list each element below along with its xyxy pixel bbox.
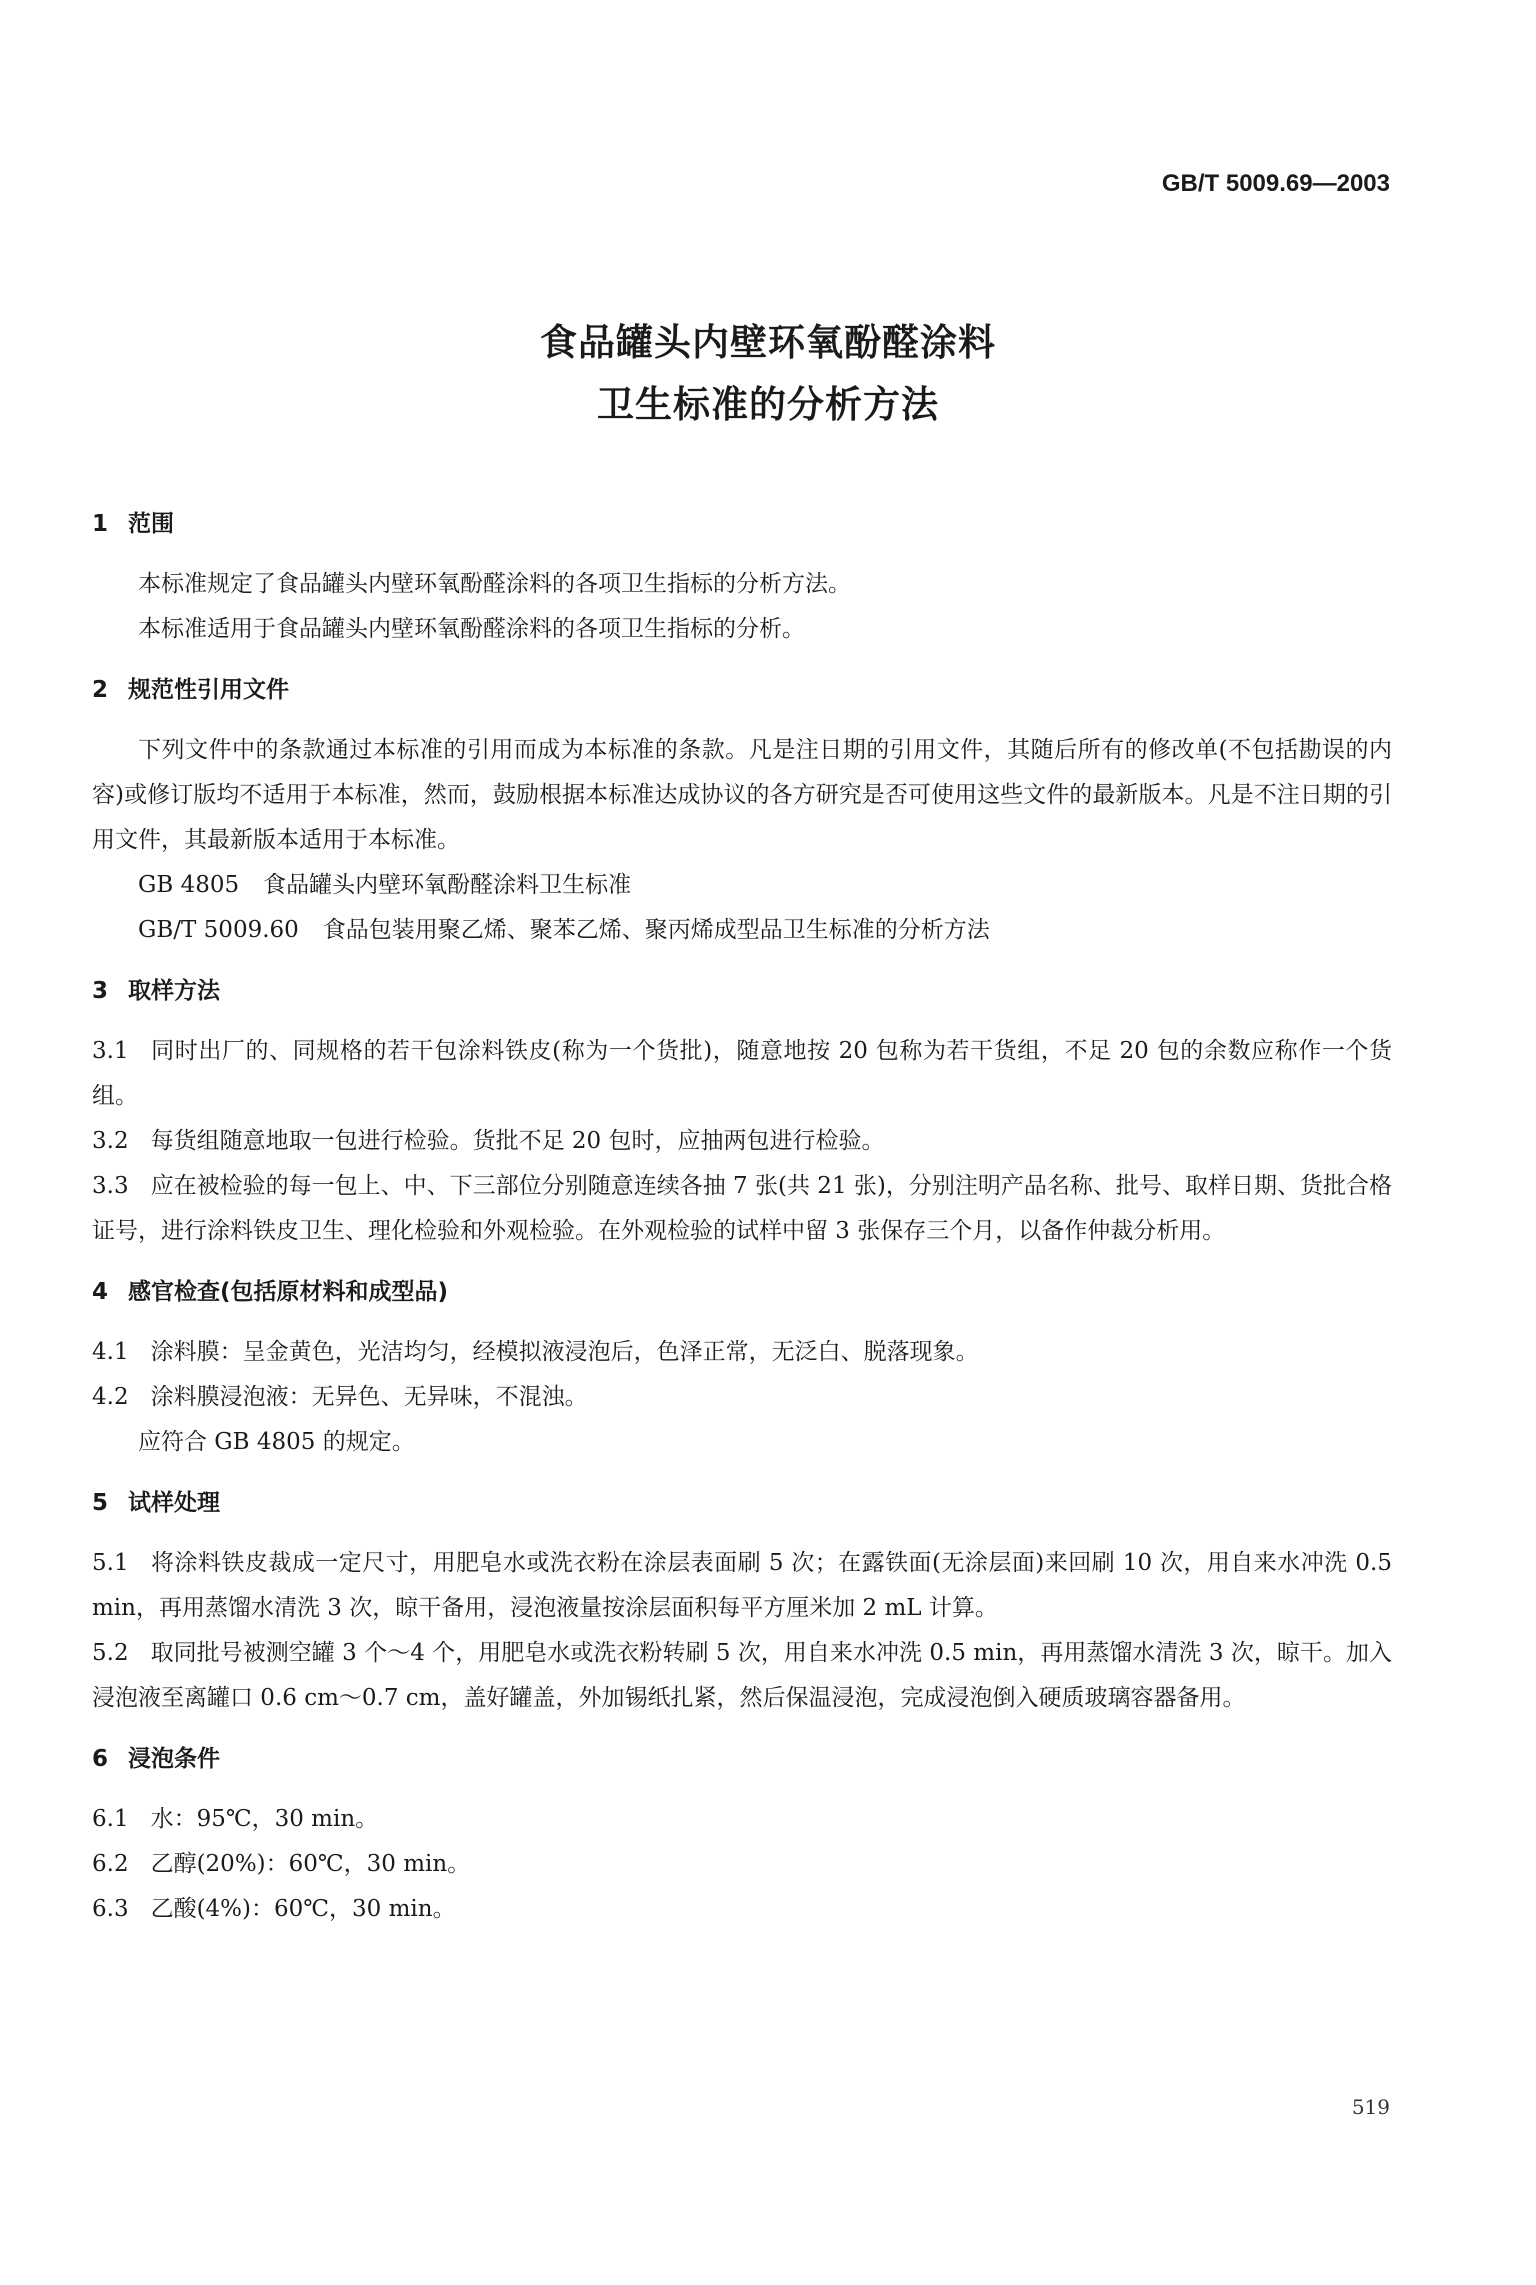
clause-number: 5.2 <box>92 1640 129 1666</box>
clause-number: 4.1 <box>92 1339 129 1365</box>
clause-number: 3.3 <box>92 1173 129 1199</box>
standard-code: GB/T 5009.69—2003 <box>1161 170 1390 197</box>
clause-number: 4.2 <box>92 1384 129 1410</box>
section-normative-references <box>92 672 1392 953</box>
clause-text: 同时出厂的、同规格的若干包涂料铁皮(称为一个货批)，随意地按 20 包称为若干货组，不足 20 包的余数应称作一个货组。 <box>92 1038 1392 1109</box>
clause-text: 将涂料铁皮裁成一定尺寸，用肥皂水或洗衣粉在涂层表面刷 5 次；在露铁面(无涂层面)来回刷 10 次，用自来水冲洗 0.5 min，再用蒸馏水清洗 3 次，晾干备用，浸泡液量按涂层面积每平方厘米加 2 mL 计算。 <box>92 1550 1392 1621</box>
reference-item <box>92 863 1392 908</box>
clause-text: 每货组随意地取一包进行检验。货批不足 20 包时，应抽两包进行检验。 <box>150 1128 885 1154</box>
note: 应符合 GB 4805 的规定。 <box>138 1429 415 1455</box>
clause-number: 3.1 <box>92 1038 129 1064</box>
section-heading <box>92 1741 1392 1777</box>
paragraph: 下列文件中的条款通过本标准的引用而成为本标准的条款。凡是注日期的引用文件，其随后所有的修改单(不包括勘误的内容)或修订版均不适用于本标准，然而，鼓励根据本标准达成协议的各方研究是否可使用这些文件的最新版本。凡是不注日期的引用文件，其最新版本适用于本标准。 <box>92 737 1392 853</box>
clause <box>92 1375 1392 1420</box>
section-title: 范围 <box>128 511 174 537</box>
section-number: 3 <box>92 978 109 1004</box>
section-title: 浸泡条件 <box>128 1746 220 1772</box>
title-line-2: 卫生标准的分析方法 <box>597 383 939 426</box>
section-number: 1 <box>92 511 109 537</box>
section-sampling <box>92 973 1392 1254</box>
section-heading <box>92 1274 1392 1310</box>
clause-number: 3.2 <box>92 1128 129 1154</box>
clause <box>92 1887 1392 1932</box>
section-scope <box>92 506 1392 652</box>
section-number: 5 <box>92 1490 109 1516</box>
document-title <box>0 312 1536 436</box>
section-title: 试样处理 <box>128 1490 220 1516</box>
section-heading <box>92 672 1392 708</box>
clause <box>92 1164 1392 1254</box>
section-sample-preparation <box>92 1485 1392 1721</box>
section-number: 6 <box>92 1746 109 1772</box>
section-title: 感官检查(包括原材料和成型品) <box>128 1279 449 1305</box>
clause <box>92 1029 1392 1119</box>
section-heading <box>92 506 1392 542</box>
reference-title: 食品包装用聚乙烯、聚苯乙烯、聚丙烯成型品卫生标准的分析方法 <box>322 917 990 943</box>
section-title: 规范性引用文件 <box>128 677 289 703</box>
section-heading <box>92 973 1392 1009</box>
section-number: 2 <box>92 677 109 703</box>
clause <box>92 1119 1392 1164</box>
reference-title: 食品罐头内壁环氧酚醛涂料卫生标准 <box>263 872 632 898</box>
clause-text: 乙酸(4%)：60℃，30 min。 <box>150 1896 456 1922</box>
section-number: 4 <box>92 1279 109 1305</box>
reference-code: GB 4805 <box>138 872 240 898</box>
section-heading <box>92 1485 1392 1521</box>
clause-number: 5.1 <box>92 1550 129 1576</box>
clause <box>92 1842 1392 1887</box>
clause-text: 乙醇(20%)：60℃，30 min。 <box>150 1851 471 1877</box>
section-title: 取样方法 <box>128 978 220 1004</box>
clause <box>92 1330 1392 1375</box>
section-sensory-inspection <box>92 1274 1392 1465</box>
page-number: 519 <box>1351 2095 1390 2119</box>
clause-number: 6.2 <box>92 1851 129 1877</box>
clause-text: 涂料膜：呈金黄色，光洁均匀，经模拟液浸泡后，色泽正常，无泛白、脱落现象。 <box>150 1339 979 1365</box>
section-soaking-conditions <box>92 1741 1392 1932</box>
clause-text: 水：95℃，30 min。 <box>150 1806 379 1832</box>
clause <box>92 1541 1392 1631</box>
paragraph: 本标准适用于食品罐头内壁环氧酚醛涂料的各项卫生指标的分析。 <box>138 616 805 642</box>
clause <box>92 1797 1392 1842</box>
reference-code: GB/T 5009.60 <box>138 917 299 943</box>
title-line-1: 食品罐头内壁环氧酚醛涂料 <box>540 321 996 364</box>
clause <box>92 1631 1392 1721</box>
document-body <box>92 506 1392 1952</box>
clause-text: 应在被检验的每一包上、中、下三部位分别随意连续各抽 7 张(共 21 张)，分别注明产品名称、批号、取样日期、货批合格证号，进行涂料铁皮卫生、理化检验和外观检验。在外观检验的试样中留 3 张保存三个月，以备作仲裁分析用。 <box>92 1173 1392 1244</box>
reference-item <box>92 908 1392 953</box>
clause-number: 6.3 <box>92 1896 129 1922</box>
clause-text: 取同批号被测空罐 3 个～4 个，用肥皂水或洗衣粉转刷 5 次，用自来水冲洗 0.5 min，再用蒸馏水清洗 3 次，晾干。加入浸泡液至离罐口 0.6 cm～0.7 cm，盖好罐盖，外加锡纸扎紧，然后保温浸泡，完成浸泡倒入硬质玻璃容器备用。 <box>92 1640 1392 1711</box>
paragraph: 本标准规定了食品罐头内壁环氧酚醛涂料的各项卫生指标的分析方法。 <box>138 571 851 597</box>
clause-text: 涂料膜浸泡液：无异色、无异味，不混浊。 <box>150 1384 588 1410</box>
clause-number: 6.1 <box>92 1806 129 1832</box>
